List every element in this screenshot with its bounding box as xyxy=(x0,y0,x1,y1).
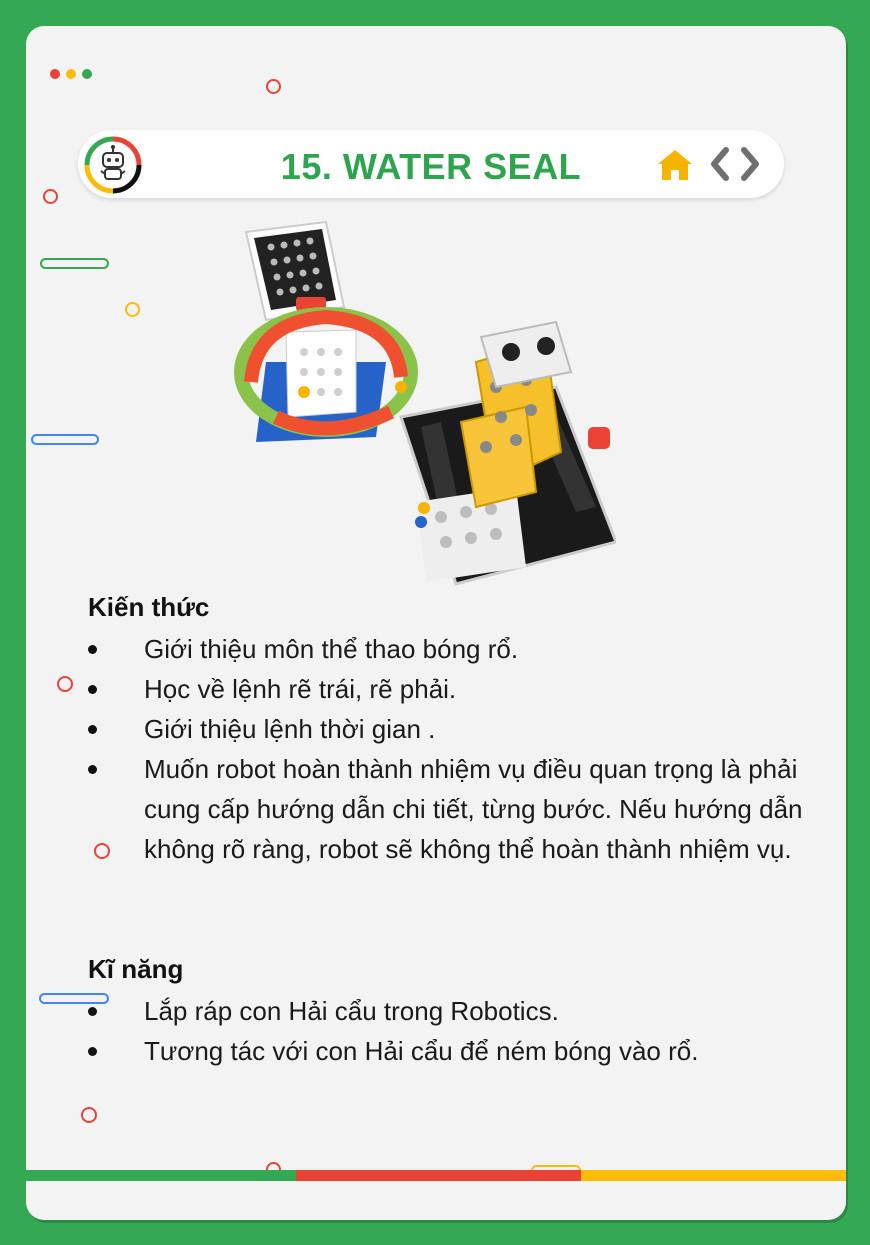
bullet-icon xyxy=(88,725,97,734)
list-item-text: Giới thiệu môn thể thao bóng rổ. xyxy=(144,634,519,664)
list-item-text: Muốn robot hoàn thành nhiệm vụ điều quan trọng là phải cung cấp hướng dẫn chi tiết, từng bước. Nếu hướng dẫn không rõ ràng, robot sẽ không thể hoàn thành nhiệm vụ. xyxy=(144,754,803,864)
list-item-text: Giới thiệu lệnh thời gian . xyxy=(144,714,436,744)
window-dot-red xyxy=(50,69,60,79)
decor-circle xyxy=(125,302,140,317)
knowledge-list xyxy=(88,629,828,869)
title-bar xyxy=(78,130,784,198)
window-dot-green xyxy=(82,69,92,79)
bullet-icon xyxy=(88,1007,97,1016)
window-dots xyxy=(50,69,92,79)
decor-pill xyxy=(40,258,109,269)
knowledge-heading: Kiến thức xyxy=(88,592,210,622)
bullet-icon xyxy=(88,1047,97,1056)
list-item-text: Tương tác với con Hải cẩu để ném bóng vào rổ. xyxy=(144,1036,699,1066)
skills-heading: Kĩ năng xyxy=(88,954,184,984)
bar-segment-yellow xyxy=(581,1170,846,1181)
list-item xyxy=(88,709,828,749)
page-title: 15. WATER SEAL xyxy=(280,146,582,187)
content-card xyxy=(26,26,846,1220)
lego-water-seal-robot-image xyxy=(226,212,616,587)
home-icon[interactable] xyxy=(656,148,694,182)
decor-circle xyxy=(81,1107,97,1123)
list-item xyxy=(88,669,828,709)
decor-circle xyxy=(43,189,58,204)
bar-segment-green xyxy=(26,1170,296,1181)
skills-list xyxy=(88,991,828,1071)
list-item xyxy=(88,1031,828,1071)
list-item xyxy=(88,991,828,1031)
list-item xyxy=(88,749,828,869)
list-item-text: Lắp ráp con Hải cẩu trong Robotics. xyxy=(144,996,559,1026)
bullet-icon xyxy=(88,685,97,694)
list-item xyxy=(88,629,828,669)
bullet-icon xyxy=(88,765,97,774)
bullet-icon xyxy=(88,645,97,654)
decor-circle xyxy=(57,676,73,692)
bottom-color-bar xyxy=(26,1170,846,1181)
list-item-text: Học về lệnh rẽ trái, rẽ phải. xyxy=(144,674,457,704)
decor-pill xyxy=(31,434,99,445)
basketball-hoop-model xyxy=(241,222,411,442)
chevron-right-icon[interactable] xyxy=(738,146,762,182)
seal-robot-model xyxy=(401,322,616,584)
chevron-left-icon[interactable] xyxy=(708,146,732,182)
bar-segment-red xyxy=(296,1170,581,1181)
decor-circle xyxy=(266,79,281,94)
window-dot-yellow xyxy=(66,69,76,79)
